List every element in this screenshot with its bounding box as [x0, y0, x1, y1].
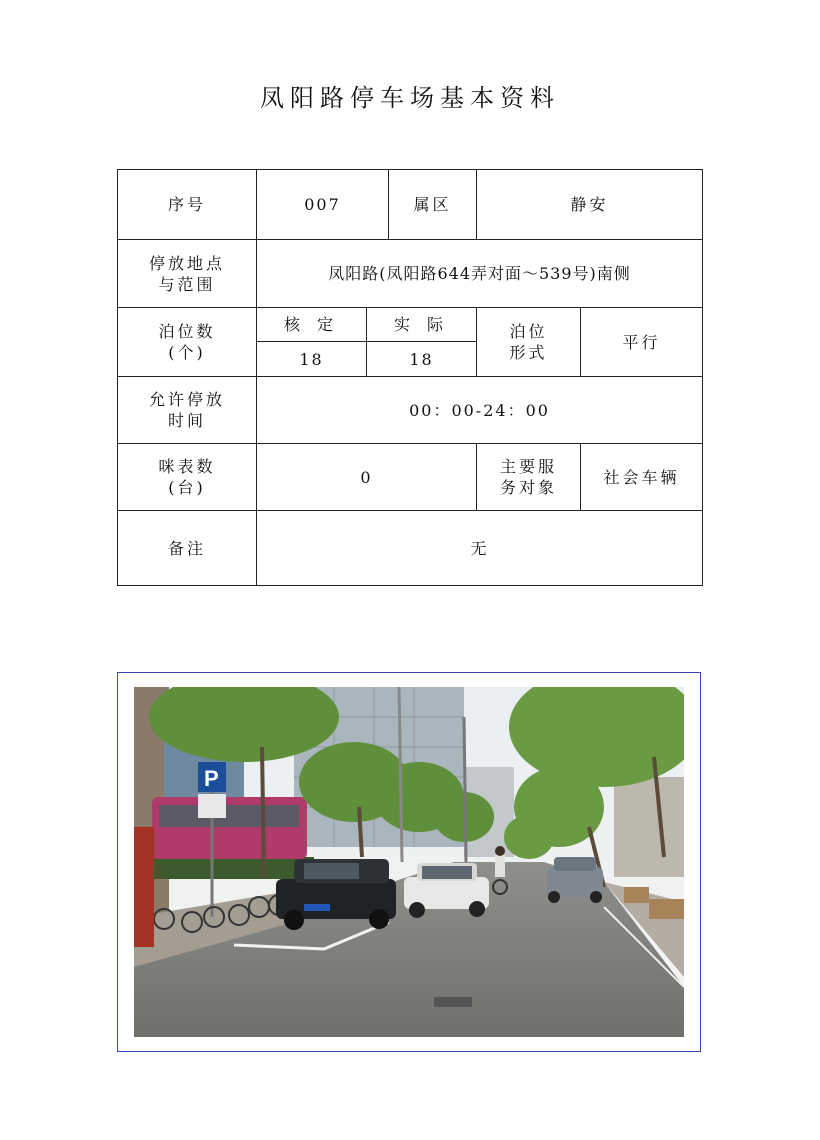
row-remarks	[118, 511, 703, 586]
service-label	[477, 444, 581, 511]
remarks-value: 无	[257, 511, 703, 586]
meters-label-line-2: (台)	[168, 478, 206, 497]
meters-label-line-1: 咪表数	[158, 457, 216, 476]
berth-form-value: 平行	[581, 308, 703, 377]
actual-value: 18	[367, 342, 477, 377]
location-label-line-1: 停放地点	[148, 253, 225, 273]
spaces-label-line-1: 泊位数	[158, 322, 216, 341]
approved-label: 核 定	[257, 308, 367, 342]
hours-label-line-1: 允许停放	[148, 390, 225, 409]
right-building	[614, 777, 684, 877]
serial-value: 007	[257, 170, 389, 240]
serial-label: 序号	[118, 170, 257, 240]
hours-value: 00：00-24：00	[257, 377, 703, 444]
spaces-label	[118, 308, 257, 377]
photo-frame	[117, 672, 701, 1052]
utility-pole	[464, 717, 466, 862]
hours-label	[118, 377, 257, 444]
location-label	[118, 240, 257, 308]
location-value: 凤阳路(凤阳路644弄对面～539号)南侧	[257, 240, 703, 308]
spaces-label-line-2: (个)	[168, 343, 206, 362]
row-spaces-top	[118, 308, 703, 342]
street-parking-photo	[134, 687, 684, 1037]
row-hours	[118, 377, 703, 444]
service-label-line-2: 务对象	[500, 478, 558, 497]
bus-windows	[159, 805, 299, 827]
berth-form-label	[477, 308, 581, 377]
service-label-line-1: 主要服	[500, 457, 558, 476]
remarks-label: 备注	[118, 511, 257, 586]
hours-label-line-2: 时间	[167, 411, 206, 430]
info-table	[117, 169, 703, 586]
meters-value: 0	[257, 444, 477, 511]
parking-sign-letter: P	[204, 766, 219, 791]
hedge	[154, 857, 314, 879]
manhole	[434, 997, 472, 1007]
row-location	[118, 240, 703, 308]
berth-form-label-line-2: 形式	[509, 343, 548, 362]
service-value: 社会车辆	[581, 444, 703, 511]
actual-label: 实 际	[367, 308, 477, 342]
silver-car	[547, 857, 603, 903]
approved-value: 18	[257, 342, 367, 377]
meters-label	[118, 444, 257, 511]
planter	[649, 899, 684, 919]
district-value: 静安	[477, 170, 703, 240]
location-label-line-2: 与范围	[158, 274, 216, 294]
row-serial	[118, 170, 703, 240]
planter	[624, 887, 649, 903]
info-sign	[198, 794, 226, 818]
page-title: 凤阳路停车场基本资料	[260, 84, 560, 112]
phone-booth	[134, 827, 154, 947]
row-meters	[118, 444, 703, 511]
berth-form-label-line-1: 泊位	[509, 322, 548, 341]
district-label: 属区	[389, 170, 477, 240]
